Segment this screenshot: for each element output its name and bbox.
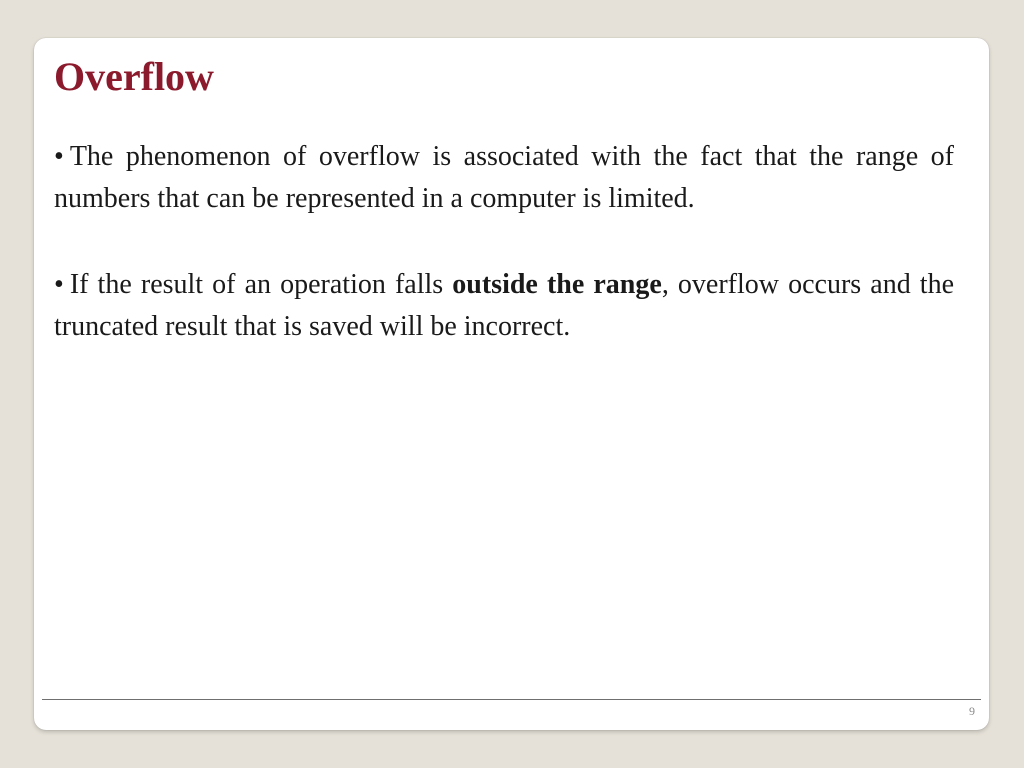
bullet-text-start: If the result of an operation falls bbox=[69, 269, 453, 300]
bullet-text: The phenomenon of overflow is associated with the fact that the range of numbers that can be represented in a computer is limited. bbox=[54, 141, 954, 214]
bullet-text-end: , overflow occurs and the truncated result that is saved will be incorrect. bbox=[54, 269, 954, 342]
footer-divider bbox=[42, 699, 981, 700]
bullet-list bbox=[54, 136, 954, 392]
bullet-marker: • bbox=[54, 141, 64, 172]
slide-card bbox=[34, 38, 989, 730]
page-number: 9 bbox=[969, 704, 975, 718]
bullet-item-range-limited bbox=[54, 136, 954, 220]
bullet-item-overflow-occurs bbox=[54, 264, 954, 348]
bullet-marker: • bbox=[54, 269, 64, 300]
slide-title: Overflow bbox=[54, 54, 214, 99]
bullet-emphasis: outside the range bbox=[452, 269, 662, 300]
